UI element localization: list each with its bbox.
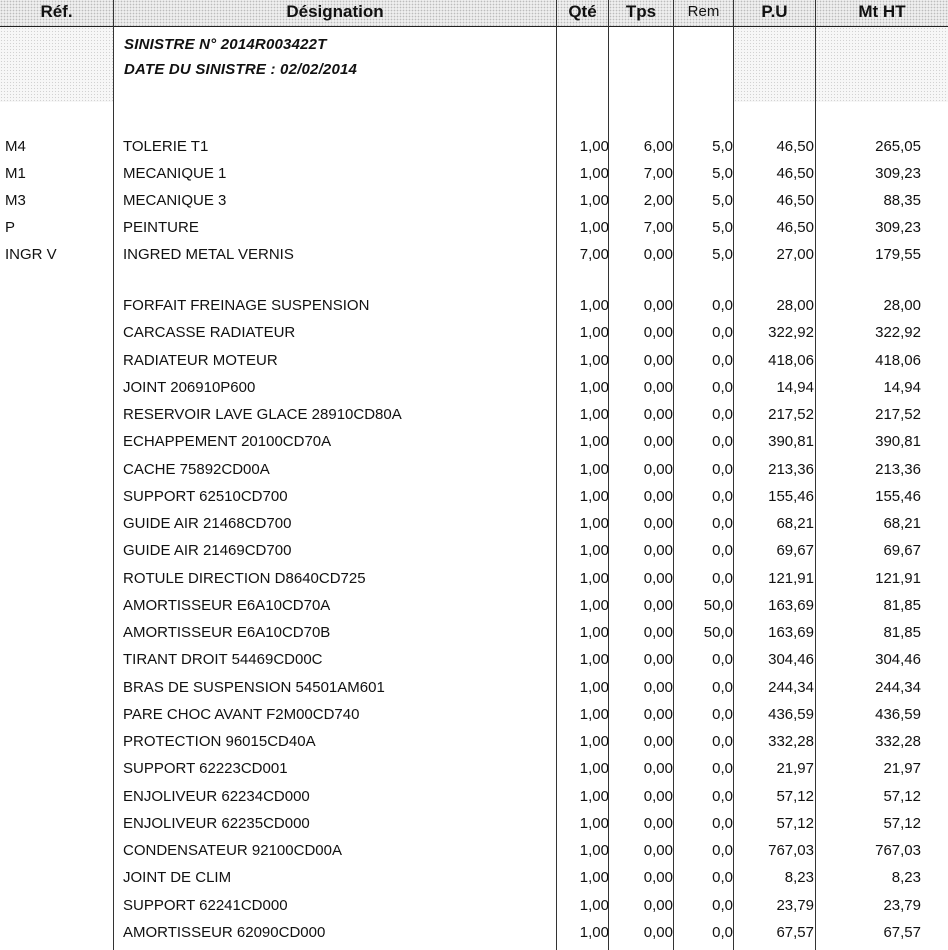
table-row [0,810,948,837]
cell-tps: 0,00 [643,896,673,914]
cell-tps: 0,00 [643,705,673,723]
cell-rem: 0,0 [712,651,733,669]
cell-qte: 1,00 [579,297,609,314]
claim-number: SINISTRE N° 2014R003422T [124,36,327,53]
cell-qte: 1,00 [579,460,609,478]
cell-tps: 0,00 [643,460,673,478]
cell-rem: 0,0 [712,433,733,451]
header-tps: Tps [625,2,657,21]
cell-tps: 0,00 [643,487,673,505]
table-row [0,483,948,510]
table-row [0,837,948,864]
cell-designation: CONDENSATEUR 92100CD00A [123,842,342,859]
cell-rem: 0,0 [712,678,733,696]
cell-pu: 155,46 [768,487,814,505]
cell-tps: 0,00 [643,733,673,750]
cell-qte: 1,00 [579,814,609,832]
cell-pu: 14,94 [776,378,814,396]
cell-ref: M4 [5,138,26,155]
cell-tps: 0,00 [643,923,673,941]
cell-tps: 0,00 [643,651,673,669]
cell-mt: 81,85 [883,596,921,614]
cell-tps: 6,00 [643,138,673,155]
cell-qte: 1,00 [579,487,609,505]
cell-designation: AMORTISSEUR E6A10CD70A [123,596,331,614]
cell-mt: 57,12 [883,787,921,805]
cell-qte: 1,00 [579,138,609,155]
cell-designation: PROTECTION 96015CD40A [123,733,316,750]
cell-mt: 8,23 [891,869,921,887]
cell-rem: 0,0 [712,515,733,532]
cell-rem: 0,0 [712,869,733,887]
cell-designation: MECANIQUE 3 [123,192,227,209]
cell-mt: 436,59 [875,705,921,723]
cell-mt: 57,12 [883,814,921,832]
cell-pu: 21,97 [776,760,814,778]
cell-rem: 0,0 [712,406,733,423]
cell-designation: BRAS DE SUSPENSION 54501AM601 [123,678,385,696]
table-row [0,214,948,241]
table-row [0,510,948,537]
cell-designation: ECHAPPEMENT 20100CD70A [123,433,332,451]
cell-tps: 0,00 [643,351,673,369]
cell-rem: 0,0 [712,814,733,832]
cell-ref: M1 [5,165,26,182]
cell-pu: 46,50 [776,219,814,236]
cell-mt: 81,85 [883,624,921,641]
cell-pu: 390,81 [768,433,814,451]
table-row [0,755,948,782]
cell-rem: 0,0 [712,324,733,342]
cell-tps: 0,00 [643,324,673,342]
cell-pu: 418,06 [768,351,814,369]
cell-rem: 5,0 [712,219,733,236]
cell-pu: 57,12 [776,814,814,832]
cell-tps: 0,00 [643,515,673,532]
cell-qte: 1,00 [579,515,609,532]
cell-qte: 1,00 [579,896,609,914]
table-header [0,0,948,27]
cell-rem: 50,0 [703,596,733,614]
cell-tps: 0,00 [643,378,673,396]
cell-qte: 1,00 [579,351,609,369]
table-row [0,347,948,374]
cell-tps: 0,00 [643,814,673,832]
cell-qte: 1,00 [579,596,609,614]
cell-rem: 5,0 [712,165,733,182]
cell-qte: 1,00 [579,787,609,805]
table-row [0,892,948,919]
cell-mt: 68,21 [883,515,921,532]
cell-pu: 163,69 [768,596,814,614]
cell-pu: 46,50 [776,138,814,155]
cell-rem: 0,0 [712,923,733,941]
cell-rem: 0,0 [712,733,733,750]
cell-tps: 0,00 [643,678,673,696]
cell-ref: P [5,219,16,236]
cell-qte: 1,00 [579,624,609,641]
cell-mt: 155,46 [875,487,921,505]
cell-pu: 27,00 [776,246,814,263]
cell-tps: 0,00 [643,869,673,887]
cell-rem: 5,0 [712,246,733,263]
cell-designation: SUPPORT 62223CD001 [123,760,288,778]
cell-pu: 57,12 [776,787,814,805]
cell-tps: 0,00 [643,760,673,778]
cell-designation: AMORTISSEUR E6A10CD70B [123,624,331,641]
cell-mt: 309,23 [875,219,921,236]
header-designation: Désignation [286,2,384,21]
table-row [0,160,948,187]
cell-tps: 0,00 [643,246,673,263]
cell-pu: 767,03 [768,842,814,859]
cell-rem: 0,0 [712,896,733,914]
table-row [0,619,948,646]
table-row [0,187,948,214]
cell-qte: 1,00 [579,733,609,750]
cell-tps: 0,00 [643,787,673,805]
cell-pu: 436,59 [768,705,814,723]
cell-mt: 304,46 [875,651,921,669]
cell-mt: 67,57 [883,923,921,941]
cell-mt: 23,79 [883,896,921,914]
cell-designation: AMORTISSEUR 62090CD000 [123,923,326,941]
cell-designation: JOINT 206910P600 [123,378,256,396]
cell-designation: ENJOLIVEUR 62234CD000 [123,787,310,805]
cell-designation: PEINTURE [123,219,199,236]
cell-ref: INGR V [5,246,57,263]
cell-tps: 0,00 [643,542,673,560]
table-row [0,565,948,592]
cell-qte: 1,00 [579,569,609,587]
cell-mt: 28,00 [883,297,921,314]
cell-tps: 0,00 [643,569,673,587]
claim-date: DATE DU SINISTRE : 02/02/2014 [124,61,358,78]
table-row [0,428,948,455]
header-rem: Rem [687,3,720,20]
cell-pu: 322,92 [768,324,814,342]
cell-mt: 88,35 [883,192,921,209]
cell-designation: SUPPORT 62241CD000 [123,896,288,914]
cell-mt: 213,36 [875,460,921,478]
cell-designation: RADIATEUR MOTEUR [123,351,278,369]
cell-designation: GUIDE AIR 21468CD700 [123,515,292,532]
cell-designation: GUIDE AIR 21469CD700 [123,542,292,560]
cell-rem: 0,0 [712,378,733,396]
cell-mt: 332,28 [875,733,921,750]
cell-mt: 244,34 [875,678,921,696]
cell-mt: 309,23 [875,165,921,182]
table-row [0,401,948,428]
table-row [0,319,948,346]
cell-rem: 0,0 [712,542,733,560]
cell-qte: 1,00 [579,192,609,209]
cell-rem: 0,0 [712,787,733,805]
cell-rem: 0,0 [712,487,733,505]
cell-tps: 0,00 [643,596,673,614]
cell-pu: 217,52 [768,406,814,423]
cell-tps: 0,00 [643,297,673,314]
cell-tps: 0,00 [643,406,673,423]
cell-qte: 1,00 [579,219,609,236]
cell-mt: 767,03 [875,842,921,859]
cell-rem: 0,0 [712,760,733,778]
cell-rem: 0,0 [712,842,733,859]
cell-pu: 46,50 [776,192,814,209]
header-qte: Qté [568,2,597,21]
cell-qte: 1,00 [579,705,609,723]
cell-designation: TIRANT DROIT 54469CD00C [123,651,323,669]
table-row [0,592,948,619]
cell-tps: 0,00 [643,624,673,641]
cell-designation: TOLERIE T1 [123,138,209,155]
cell-qte: 1,00 [579,760,609,778]
table-row [0,728,948,755]
cell-qte: 1,00 [579,651,609,669]
cell-pu: 69,67 [776,542,814,560]
cell-mt: 121,91 [875,569,921,587]
cell-qte: 1,00 [579,406,609,423]
cell-pu: 46,50 [776,165,814,182]
table-row [0,919,948,946]
cell-tps: 0,00 [643,842,673,859]
cell-mt: 418,06 [875,351,921,369]
cell-designation: MECANIQUE 1 [123,165,227,182]
cell-designation: PARE CHOC AVANT F2M00CD740 [123,705,360,723]
table-row [0,674,948,701]
header-pu: P.U [761,2,788,21]
table-row [0,133,948,160]
body-shade-ref [0,27,113,102]
cell-pu: 244,34 [768,678,814,696]
cell-designation: FORFAIT FREINAGE SUSPENSION [123,297,370,314]
cell-pu: 23,79 [776,896,814,914]
table-row [0,783,948,810]
cell-mt: 14,94 [883,378,921,396]
cell-rem: 0,0 [712,351,733,369]
cell-qte: 1,00 [579,869,609,887]
cell-tps: 7,00 [643,165,673,182]
cell-pu: 28,00 [776,297,814,314]
cell-designation: SUPPORT 62510CD700 [123,487,288,505]
cell-mt: 390,81 [875,433,921,451]
cell-ref: M3 [5,192,26,209]
table-row [0,537,948,564]
cell-tps: 2,00 [643,192,673,209]
cell-mt: 217,52 [875,406,921,423]
cell-mt: 69,67 [883,542,921,560]
cell-pu: 163,69 [768,624,814,641]
cell-mt: 265,05 [875,138,921,155]
table-row [0,292,948,319]
cell-pu: 121,91 [768,569,814,587]
cell-rem: 0,0 [712,460,733,478]
cell-tps: 7,00 [643,219,673,236]
cell-designation: RESERVOIR LAVE GLACE 28910CD80A [123,406,402,423]
cell-pu: 332,28 [768,733,814,750]
table-row [0,646,948,673]
cell-pu: 8,23 [784,869,814,887]
cell-mt: 21,97 [883,760,921,778]
table-row [0,374,948,401]
cell-tps: 0,00 [643,433,673,451]
cell-rem: 5,0 [712,138,733,155]
table-row [0,241,948,268]
cell-pu: 68,21 [776,515,814,532]
body-shade-amounts [734,27,948,102]
cell-qte: 1,00 [579,433,609,451]
header-ref: Réf. [40,2,73,21]
cell-designation: JOINT DE CLIM [123,869,232,887]
cell-qte: 1,00 [579,842,609,859]
cell-designation: CACHE 75892CD00A [123,460,270,478]
cell-designation: ENJOLIVEUR 62235CD000 [123,814,310,832]
cell-qte: 1,00 [579,678,609,696]
cell-qte: 1,00 [579,324,609,342]
table-row [0,864,948,891]
cell-rem: 0,0 [712,569,733,587]
cell-rem: 50,0 [703,624,733,641]
cell-mt: 179,55 [875,246,921,263]
cell-rem: 0,0 [712,297,733,314]
cell-designation: INGRED METAL VERNIS [123,246,294,263]
cell-designation: ROTULE DIRECTION D8640CD725 [123,569,366,587]
table-row [0,701,948,728]
cell-pu: 304,46 [768,651,814,669]
cell-qte: 1,00 [579,923,609,941]
cell-pu: 67,57 [776,923,814,941]
cell-qte: 1,00 [579,165,609,182]
table-row [0,456,948,483]
cell-mt: 322,92 [875,324,921,342]
cell-qte: 1,00 [579,542,609,560]
cell-rem: 5,0 [712,192,733,209]
cell-pu: 213,36 [768,460,814,478]
header-mt: Mt HT [858,2,906,21]
cell-designation: CARCASSE RADIATEUR [123,324,296,342]
cell-qte: 7,00 [579,246,609,263]
cell-qte: 1,00 [579,378,609,396]
cell-rem: 0,0 [712,705,733,723]
